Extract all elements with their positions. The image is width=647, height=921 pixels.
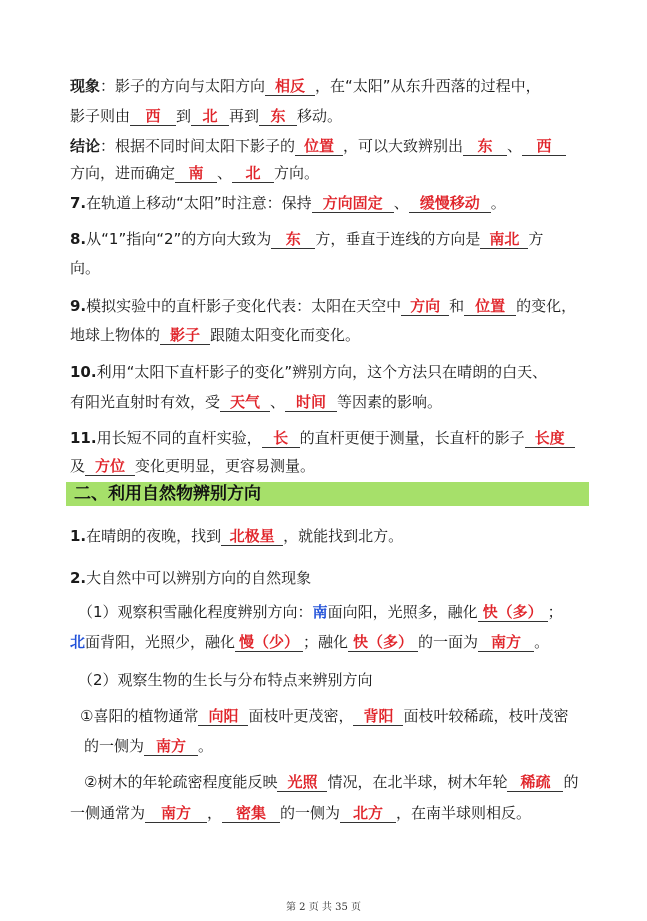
answer-blank: 西 [522, 137, 566, 156]
answer-blank: 天气 [220, 393, 270, 412]
text: 方向。 [274, 164, 320, 182]
text: 利用“太阳下直杆影子的变化”辨别方向，这个方法只在晴朗的白天、 [96, 363, 548, 381]
text: ①喜阳的植物通常 [80, 707, 199, 725]
section-heading: 二、利用自然物辨别方向 [74, 484, 261, 504]
text: ， [207, 804, 223, 822]
biology-heading [78, 670, 647, 690]
text: 在轨道上移动“太阳”时注意：保持 [86, 194, 312, 212]
answer-blank: 北 [232, 164, 274, 183]
item-9-cont [70, 325, 647, 345]
answer-blank: 北方 [340, 804, 396, 823]
page-footer: 第 2 页 共 35 页 [286, 902, 361, 913]
answer-blank: 长度 [525, 429, 575, 448]
phenomenon-line-1 [70, 76, 647, 96]
text: 。 [198, 737, 214, 755]
text: ，在南半球则相反。 [396, 804, 532, 822]
item-9 [70, 296, 647, 316]
item-number: 7. [70, 194, 87, 212]
text: 等因素的影响。 [337, 393, 443, 411]
tree-line-1 [84, 772, 647, 792]
text: 用长短不同的直杆实验， [96, 429, 262, 447]
text: ；融化 [303, 633, 349, 651]
answer-blank: 光照 [277, 773, 327, 792]
text: 一侧通常为 [70, 804, 146, 822]
snow-line-2 [70, 632, 647, 652]
item-10-cont [70, 392, 647, 412]
answer-blank: 南 [175, 164, 217, 183]
text: 大自然中可以辨别方向的自然现象 [86, 569, 312, 587]
text: （1）观察积雪融化程度辨别方向： [78, 603, 313, 621]
tree-line-2 [70, 803, 647, 823]
answer-blank: 位置 [295, 137, 343, 156]
text: 的一面为 [418, 633, 479, 651]
conclusion-line-2 [70, 163, 647, 183]
text: 模拟实验中的直杆影子变化代表：太阳在天空中 [86, 297, 402, 315]
natural-item-2 [70, 568, 647, 588]
text: ，就能找到北方。 [283, 527, 404, 545]
natural-item-1 [70, 526, 647, 546]
answer-blank: 方向固定 [312, 194, 394, 213]
item-8-cont [70, 258, 647, 278]
text: ； [547, 603, 563, 621]
plant-line-1 [80, 706, 647, 726]
text: 的直杆更便于测量，长直杆的影子 [299, 429, 525, 447]
text: 面枝叶较稀疏，枝叶茂密 [403, 707, 569, 725]
answer-blank: 位置 [464, 297, 516, 316]
text: 从“1”指向“2”的方向大致为 [86, 230, 272, 248]
item-8 [70, 229, 647, 249]
text: 跟随太阳变化而变化。 [210, 326, 361, 344]
text: 、 [270, 393, 286, 411]
conclusion-line-1 [70, 136, 647, 156]
text: 方 [528, 230, 544, 248]
plant-line-2 [84, 736, 647, 756]
answer-blank: 南方 [478, 633, 534, 652]
south-highlight: 南 [312, 603, 328, 621]
text: ，可以大致辨别出 [343, 137, 464, 155]
answer-blank: 快（多） [348, 633, 418, 652]
text: 、 [217, 164, 233, 182]
item-11-cont [70, 456, 647, 476]
north-highlight: 北 [70, 633, 86, 651]
answer-blank: 北极星 [221, 527, 283, 546]
answer-blank: 方向 [401, 297, 449, 316]
answer-blank: 东 [463, 137, 507, 156]
text: ，在“太阳”从东升西落的过程中， [315, 77, 541, 95]
item-7 [70, 193, 647, 213]
item-number: 2. [70, 569, 87, 587]
item-number: 9. [70, 297, 87, 315]
phenomenon-label: 现象 [70, 77, 101, 95]
text: 地球上物体的 [70, 326, 161, 344]
answer-blank: 南方 [144, 737, 198, 756]
answer-blank: 北 [191, 107, 229, 126]
text: 影子则由 [70, 107, 131, 125]
text: 、 [507, 137, 523, 155]
answer-blank: 密集 [222, 804, 280, 823]
text: 的 [563, 773, 579, 791]
text: 。 [490, 194, 506, 212]
answer-blank: 南方 [145, 804, 207, 823]
answer-blank: 东 [259, 107, 297, 126]
text: 移动。 [297, 107, 343, 125]
item-number: 11. [70, 429, 97, 447]
text: 再到 [229, 107, 260, 125]
text: 面向阳，光照多，融化 [327, 603, 478, 621]
text: 、 [393, 194, 409, 212]
text: 的变化， [516, 297, 577, 315]
text: 情况，在北半球，树木年轮 [327, 773, 508, 791]
snow-line-1 [78, 602, 647, 622]
answer-blank: 缓慢移动 [409, 194, 491, 213]
answer-blank: 方位 [85, 457, 135, 476]
text: 到 [176, 107, 192, 125]
answer-blank: 东 [271, 230, 315, 249]
answer-blank: 南北 [480, 230, 528, 249]
text: 面枝叶更茂密， [248, 707, 354, 725]
text: ：根据不同时间太阳下影子的 [100, 137, 296, 155]
text: 向。 [70, 259, 101, 277]
item-10 [70, 362, 647, 382]
answer-blank: 背阳 [353, 707, 403, 726]
text: 变化更明显，更容易测量。 [135, 457, 316, 475]
text: ②树木的年轮疏密程度能反映 [84, 773, 278, 791]
answer-blank: 影子 [160, 326, 210, 345]
phenomenon-line-2 [70, 106, 647, 126]
text: 和 [449, 297, 465, 315]
item-11 [70, 428, 647, 448]
item-number: 1. [70, 527, 87, 545]
text: 。 [534, 633, 550, 651]
answer-blank: 长 [262, 429, 300, 448]
answer-blank: 西 [130, 107, 176, 126]
text: 在晴朗的夜晚，找到 [86, 527, 222, 545]
text: 面背阳，光照少，融化 [85, 633, 236, 651]
answer-blank: 稀疏 [507, 773, 563, 792]
text: 的一侧为 [280, 804, 341, 822]
answer-blank: 相反 [265, 77, 315, 96]
item-number: 8. [70, 230, 87, 248]
text: （2）观察生物的生长与分布特点来辨别方向 [78, 671, 373, 689]
text: 方向，进而确定 [70, 164, 176, 182]
answer-blank: 向阳 [198, 707, 248, 726]
text: 的一侧为 [84, 737, 145, 755]
answer-blank: 快（多） [478, 603, 548, 622]
text: ：影子的方向与太阳方向 [100, 77, 266, 95]
conclusion-label: 结论 [70, 137, 101, 155]
answer-blank: 时间 [285, 393, 337, 412]
text: 有阳光直射时有效，受 [70, 393, 221, 411]
text: 方，垂直于连线的方向是 [315, 230, 481, 248]
item-number: 10. [70, 363, 97, 381]
text: 及 [70, 457, 86, 475]
answer-blank: 慢（少） [235, 633, 303, 652]
